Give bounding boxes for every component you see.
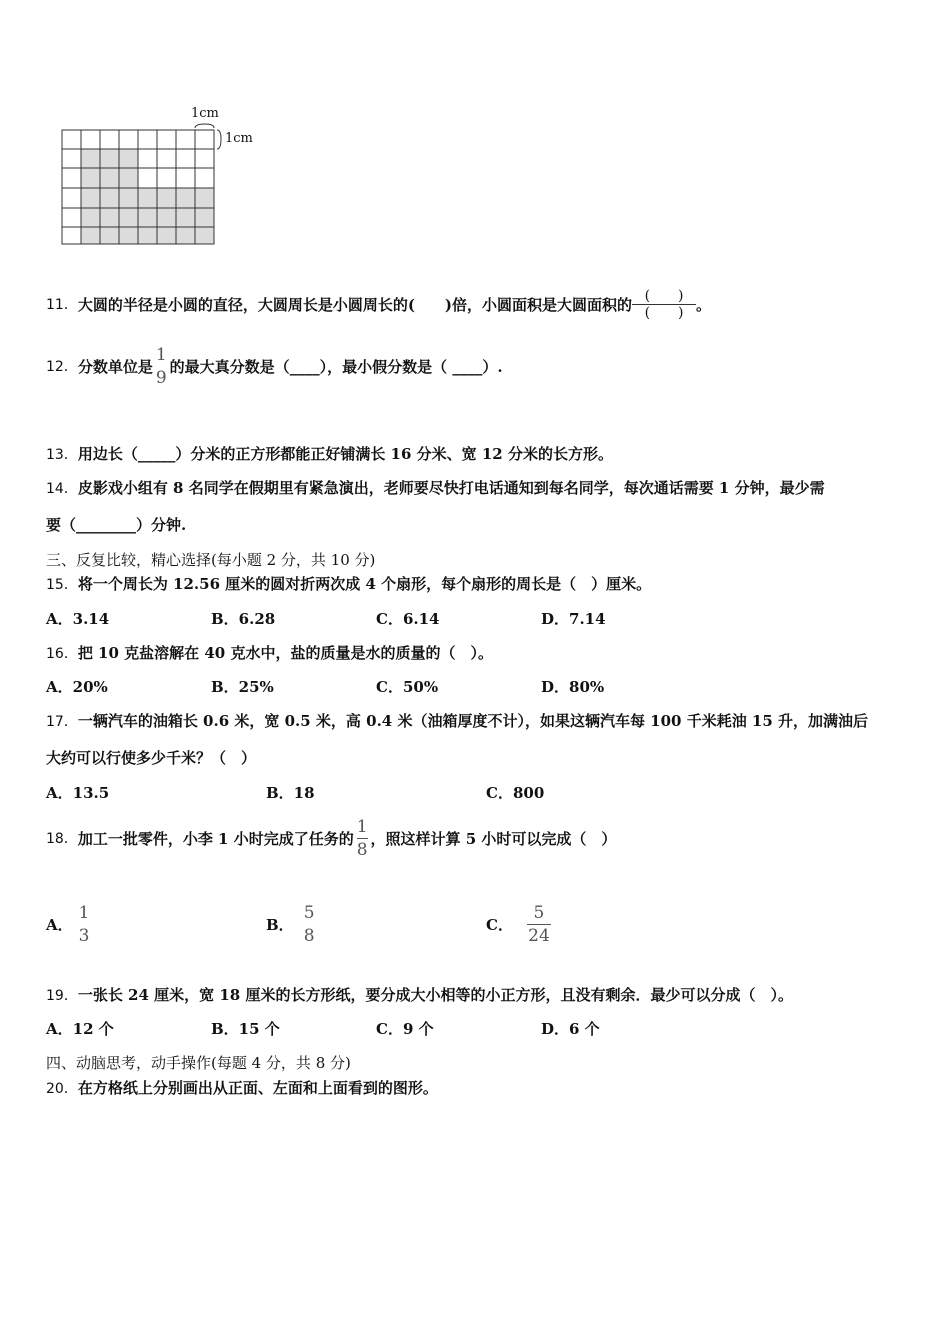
- option-label: C．: [486, 915, 513, 934]
- option-fraction: [527, 903, 551, 946]
- option-b[interactable]: [266, 903, 315, 946]
- option-fraction: [304, 903, 315, 946]
- option-c[interactable]: C．50%: [376, 678, 439, 696]
- option-b[interactable]: B．6.28: [211, 610, 276, 628]
- fraction-denominator: ( ): [644, 305, 684, 321]
- question-number: 12．: [46, 358, 78, 375]
- option-a[interactable]: [46, 903, 89, 946]
- section-4-heading: 四、动脑思考，动手操作(每题 4 分，共 8 分): [46, 1054, 351, 1072]
- question-19: [46, 985, 793, 1006]
- fraction-denominator: 3: [78, 926, 90, 946]
- question-17-line2: 大约可以行使多少千米？（ ）: [46, 749, 257, 767]
- fraction-1-8: [357, 817, 368, 860]
- fraction-numerator: 5: [533, 903, 545, 923]
- question-text: 大圆的半径是小圆的直径，大圆周长是小圆周长的( )倍，小圆面积是大圆面积的: [77, 295, 633, 314]
- question-number: 15．: [46, 577, 78, 593]
- question-number: 14．: [46, 481, 78, 497]
- fraction-numerator: 5: [303, 903, 315, 923]
- question-14: [46, 478, 825, 499]
- fraction-bar: [357, 838, 368, 839]
- question-text: 把 10 克盐溶解在 40 克水中，盐的质量是水的质量的（ ）。: [77, 644, 493, 662]
- fraction-1-9: [156, 345, 167, 388]
- option-fraction: [79, 903, 90, 946]
- question-text-end: ，照这样计算 5 小时可以完成（ ）: [370, 829, 617, 848]
- question-text-line1: 一辆汽车的油箱长 0.6 米，宽 0.5 米，高 0.4 米（油箱厚度不计），如果这辆汽车每 100 千米耗油 15 升，加满油后: [77, 712, 869, 730]
- fraction-bar: [527, 924, 551, 925]
- grid-svg: [55, 104, 275, 249]
- question-text: 分数单位是: [77, 357, 153, 376]
- option-a[interactable]: A．20%: [46, 678, 108, 696]
- fraction-numerator: 1: [356, 817, 368, 837]
- question-text: 一张长 24 厘米，宽 18 厘米的长方形纸，要分成大小相等的小正方形，且没有剩余．最少可以分成（ ）。: [77, 986, 793, 1004]
- section-3-heading: 三、反复比较，精心选择(每小题 2 分，共 10 分): [46, 551, 376, 569]
- label-1cm-top: 1cm: [191, 106, 219, 121]
- option-d[interactable]: D．7.14: [541, 610, 606, 628]
- question-number: 11．: [46, 296, 78, 313]
- option-c[interactable]: [486, 903, 551, 946]
- fraction-denominator: 8: [303, 926, 315, 946]
- option-label: A．: [46, 915, 73, 934]
- option-label: B．: [266, 915, 294, 934]
- question-18: [46, 817, 616, 860]
- fraction-numerator: 1: [155, 345, 167, 365]
- fraction-numerator: ( ): [644, 288, 684, 304]
- option-b[interactable]: B．18: [266, 784, 315, 802]
- question-number: 18．: [46, 830, 78, 847]
- option-a[interactable]: A．12 个: [46, 1020, 114, 1038]
- question-text-end: 的最大真分数是（____），最小假分数是（ ____）.: [169, 357, 503, 376]
- fraction-bar: [304, 924, 315, 925]
- question-text-line1: 皮影戏小组有 8 名同学在假期里有紧急演出，老师要尽快打电话通知到每名同学，每次通话需要 1 分钟，最少需: [77, 479, 825, 497]
- fraction-bar: [79, 924, 90, 925]
- fraction-numerator: 1: [78, 903, 90, 923]
- option-b[interactable]: B．15 个: [211, 1020, 280, 1038]
- question-13: [46, 444, 613, 465]
- question-17: [46, 711, 868, 732]
- question-text-end: 。: [696, 295, 712, 314]
- option-a[interactable]: A．3.14: [46, 610, 110, 628]
- question-text: 在方格纸上分别画出从正面、左面和上面看到的图形。: [77, 1079, 438, 1097]
- option-d[interactable]: D．80%: [541, 678, 605, 696]
- fraction-bar: [156, 366, 167, 367]
- fraction-denominator: 9: [155, 368, 167, 388]
- option-c[interactable]: C．9 个: [376, 1020, 434, 1038]
- question-number: 17．: [46, 714, 78, 730]
- question-14-line2: 要（________）分钟.: [46, 516, 187, 534]
- question-11: [46, 288, 711, 321]
- question-number: 20．: [46, 1081, 78, 1097]
- question-16: [46, 643, 493, 664]
- option-b[interactable]: B．25%: [211, 678, 274, 696]
- option-c[interactable]: C．6.14: [376, 610, 440, 628]
- question-text: 用边长（_____）分米的正方形都能正好铺满长 16 分米、宽 12 分米的长方形。: [77, 445, 613, 463]
- question-text: 加工一批零件，小李 1 小时完成了任务的: [77, 829, 354, 848]
- question-number: 19．: [46, 988, 78, 1004]
- label-1cm-side: 1cm: [225, 131, 253, 146]
- question-12: [46, 345, 503, 388]
- question-number: 16．: [46, 646, 78, 662]
- option-d[interactable]: D．6 个: [541, 1020, 600, 1038]
- question-15: [46, 574, 651, 595]
- answer-fraction: [632, 288, 696, 321]
- grid-figure: [55, 104, 275, 249]
- shaded-cells: [81, 149, 214, 244]
- question-20: [46, 1078, 438, 1099]
- fraction-denominator: 8: [356, 840, 368, 860]
- option-c[interactable]: C．800: [486, 784, 545, 802]
- option-a[interactable]: A．13.5: [46, 784, 110, 802]
- fraction-denominator: 24: [528, 926, 550, 946]
- question-number: 13．: [46, 447, 78, 463]
- question-text: 将一个周长为 12.56 厘米的圆对折两次成 4 个扇形，每个扇形的周长是（ ）厘米。: [77, 575, 652, 593]
